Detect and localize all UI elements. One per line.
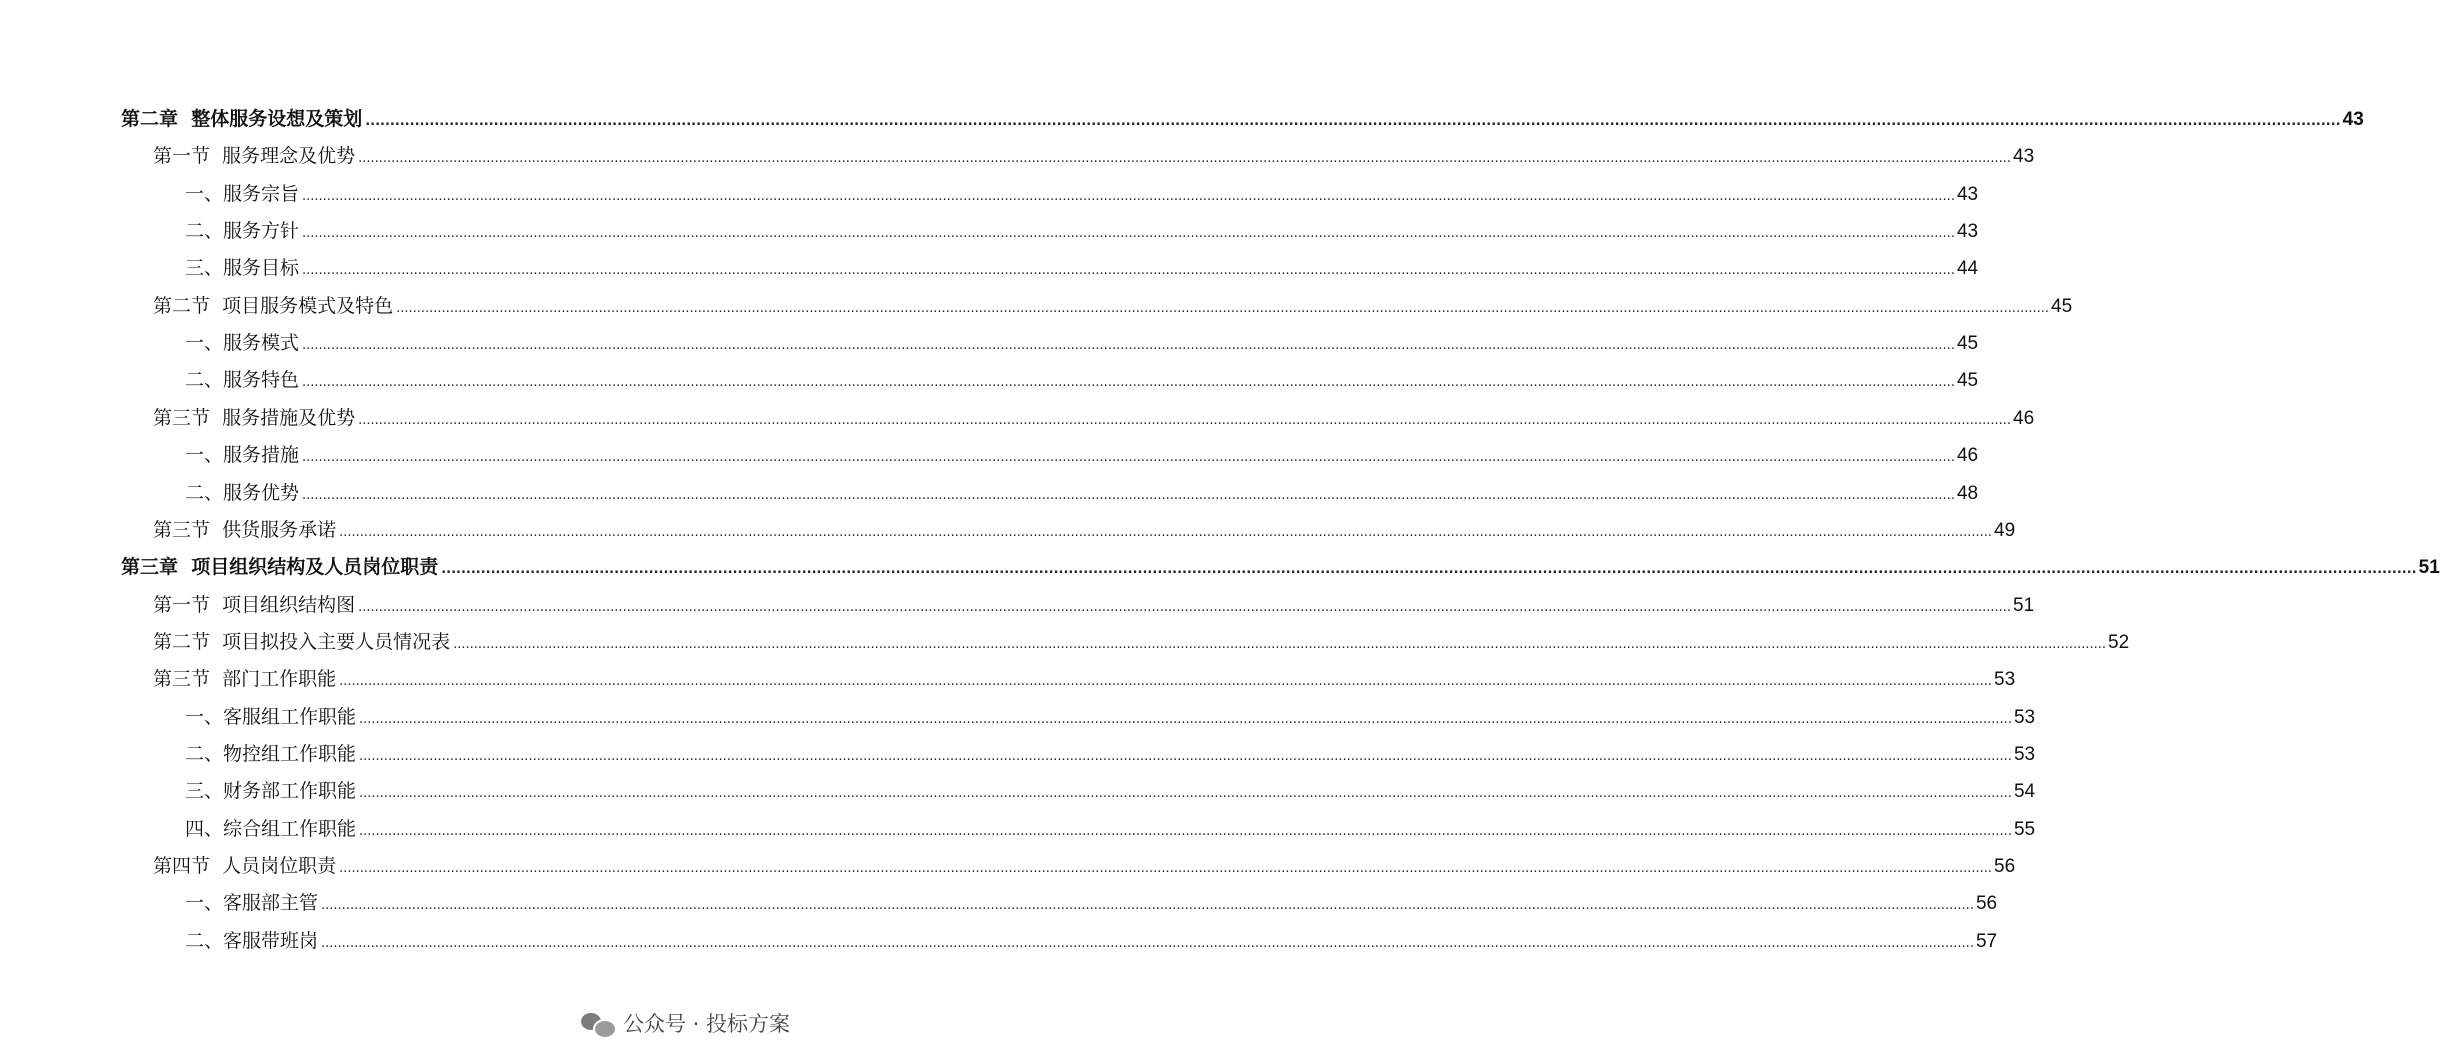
toc-dot-leader: ................................................................................................................................................................................................................................................................................................................................................................................................................ xyxy=(358,151,2012,166)
toc-entry[interactable] xyxy=(185,330,1979,356)
toc-entry[interactable] xyxy=(153,666,2016,692)
toc-entry-page: 51 xyxy=(2418,557,2440,578)
toc-entry-label: 三、服务目标 xyxy=(185,257,300,279)
toc-entry[interactable] xyxy=(185,255,1979,281)
toc-entry-page: 46 xyxy=(2013,408,2035,429)
toc-entry-label: 二、服务方针 xyxy=(185,220,300,242)
toc-entry-label: 二、服务优势 xyxy=(185,482,300,504)
toc-entry-page: 44 xyxy=(1956,258,1979,279)
toc-entry-page: 45 xyxy=(1956,333,1979,354)
toc-entry-page: 53 xyxy=(1994,669,2016,690)
toc-entry-page: 56 xyxy=(1975,893,1998,914)
toc-dot-leader: ................................................................................................................................................................................................................................................................................................................................................................................................................ xyxy=(359,824,2012,839)
toc-entry-page: 48 xyxy=(1956,483,1979,504)
toc-entry[interactable] xyxy=(185,367,1979,393)
toc-entry-label: 第二节 项目拟投入主要人员情况表 xyxy=(153,631,451,653)
wechat-icon xyxy=(581,1009,615,1037)
toc-entry-label: 一、服务模式 xyxy=(185,332,300,354)
toc-entry[interactable] xyxy=(153,592,2035,618)
toc-dot-leader: ................................................................................................................................................................................................................................................................................................................................................................................................................ xyxy=(302,263,1955,278)
toc-entry-page: 43 xyxy=(2342,109,2364,130)
toc-entry-page: 53 xyxy=(2013,744,2036,765)
toc-dot-leader: ................................................................................................................................................................................................................................................................................................................................................................................................................ xyxy=(365,114,2341,129)
toc-entry-label: 三、财务部工作职能 xyxy=(185,780,357,802)
toc-entry-page: 43 xyxy=(2013,146,2035,167)
toc-dot-leader: ................................................................................................................................................................................................................................................................................................................................................................................................................ xyxy=(302,450,1955,465)
toc-entry-page: 53 xyxy=(2013,707,2036,728)
toc-entry-page: 56 xyxy=(1994,856,2016,877)
toc-entry[interactable] xyxy=(185,890,1998,916)
watermark xyxy=(581,1008,790,1038)
toc-entry-label: 第四节 人员岗位职责 xyxy=(153,855,337,877)
toc-entry-label: 第一节 项目组织结构图 xyxy=(153,594,356,616)
toc-dot-leader: ................................................................................................................................................................................................................................................................................................................................................................................................................ xyxy=(359,712,2012,727)
toc-entry[interactable] xyxy=(121,554,2440,580)
toc-entry-page: 57 xyxy=(1975,931,1998,952)
toc-entry-label: 第二节 项目服务模式及特色 xyxy=(153,295,394,317)
toc-entry[interactable] xyxy=(185,928,1998,954)
toc-entry[interactable] xyxy=(185,181,1979,207)
toc-dot-leader: ................................................................................................................................................................................................................................................................................................................................................................................................................ xyxy=(302,338,1955,353)
toc-entry-label: 第三章 项目组织结构及人员岗位职责 xyxy=(121,556,439,578)
toc-entry-label: 二、客服带班岗 xyxy=(185,930,319,952)
toc-entry[interactable] xyxy=(153,143,2035,169)
toc-entry[interactable] xyxy=(153,517,2016,543)
toc-entry-page: 51 xyxy=(2013,595,2035,616)
toc-entry-page: 52 xyxy=(2108,632,2130,653)
toc-entry[interactable] xyxy=(185,218,1979,244)
toc-entry-label: 第一节 服务理念及优势 xyxy=(153,145,356,167)
toc-dot-leader: ................................................................................................................................................................................................................................................................................................................................................................................................................ xyxy=(339,861,1993,876)
toc-entry[interactable] xyxy=(153,853,2016,879)
toc-entry-page: 45 xyxy=(1956,370,1979,391)
toc-dot-leader: ................................................................................................................................................................................................................................................................................................................................................................................................................ xyxy=(359,786,2012,801)
toc-dot-leader: ................................................................................................................................................................................................................................................................................................................................................................................................................ xyxy=(396,301,2050,316)
toc-entry-page: 43 xyxy=(1956,184,1979,205)
toc-entry-label: 第三节 部门工作职能 xyxy=(153,668,337,690)
toc-entry[interactable] xyxy=(185,741,2036,767)
toc-entry-label: 二、服务特色 xyxy=(185,369,300,391)
toc-entry[interactable] xyxy=(153,293,2073,319)
toc-entry-page: 49 xyxy=(1994,520,2016,541)
toc-entry[interactable] xyxy=(153,629,2130,655)
toc-dot-leader: ................................................................................................................................................................................................................................................................................................................................................................................................................ xyxy=(302,189,1955,204)
toc-dot-leader: ................................................................................................................................................................................................................................................................................................................................................................................................................ xyxy=(358,413,2012,428)
toc-entry-page: 43 xyxy=(1956,221,1979,242)
toc-entry[interactable] xyxy=(185,480,1979,506)
toc-dot-leader: ................................................................................................................................................................................................................................................................................................................................................................................................................ xyxy=(321,898,1974,913)
toc-dot-leader: ................................................................................................................................................................................................................................................................................................................................................................................................................ xyxy=(453,637,2107,652)
toc-entry-page: 46 xyxy=(1956,445,1979,466)
toc-entry-label: 第三节 服务措施及优势 xyxy=(153,407,356,429)
toc-entry-label: 一、客服组工作职能 xyxy=(185,706,357,728)
toc-entry-label: 四、综合组工作职能 xyxy=(185,818,357,840)
toc-dot-leader: ................................................................................................................................................................................................................................................................................................................................................................................................................ xyxy=(302,226,1955,241)
toc-entry-label: 一、服务措施 xyxy=(185,444,300,466)
toc-entry-label: 一、服务宗旨 xyxy=(185,183,300,205)
toc-dot-leader: ................................................................................................................................................................................................................................................................................................................................................................................................................ xyxy=(302,488,1955,503)
toc-entry[interactable] xyxy=(153,405,2035,431)
toc-entry-page: 45 xyxy=(2051,296,2073,317)
toc-entry[interactable] xyxy=(185,442,1979,468)
toc-dot-leader: ................................................................................................................................................................................................................................................................................................................................................................................................................ xyxy=(339,674,1993,689)
toc-entry[interactable] xyxy=(185,778,2036,804)
watermark-text: 公众号 · 投标方案 xyxy=(622,1012,790,1036)
toc-dot-leader: ................................................................................................................................................................................................................................................................................................................................................................................................................ xyxy=(359,749,2012,764)
toc-entry-label: 一、客服部主管 xyxy=(185,892,319,914)
toc-dot-leader: ................................................................................................................................................................................................................................................................................................................................................................................................................ xyxy=(358,600,2012,615)
toc-dot-leader: ................................................................................................................................................................................................................................................................................................................................................................................................................ xyxy=(321,936,1974,951)
toc-entry-label: 第二章 整体服务设想及策划 xyxy=(121,108,363,130)
toc-entry-page: 55 xyxy=(2013,819,2036,840)
toc-entry-label: 第三节 供货服务承诺 xyxy=(153,519,337,541)
toc-entry-page: 54 xyxy=(2013,781,2036,802)
toc-dot-leader: ................................................................................................................................................................................................................................................................................................................................................................................................................ xyxy=(302,375,1955,390)
toc-dot-leader: ................................................................................................................................................................................................................................................................................................................................................................................................................ xyxy=(339,525,1993,540)
toc-entry[interactable] xyxy=(121,106,2364,132)
toc-entry[interactable] xyxy=(185,704,2036,730)
toc-dot-leader: ................................................................................................................................................................................................................................................................................................................................................................................................................ xyxy=(441,562,2417,577)
toc-entry[interactable] xyxy=(185,816,2036,842)
toc-entry-label: 二、物控组工作职能 xyxy=(185,743,357,765)
